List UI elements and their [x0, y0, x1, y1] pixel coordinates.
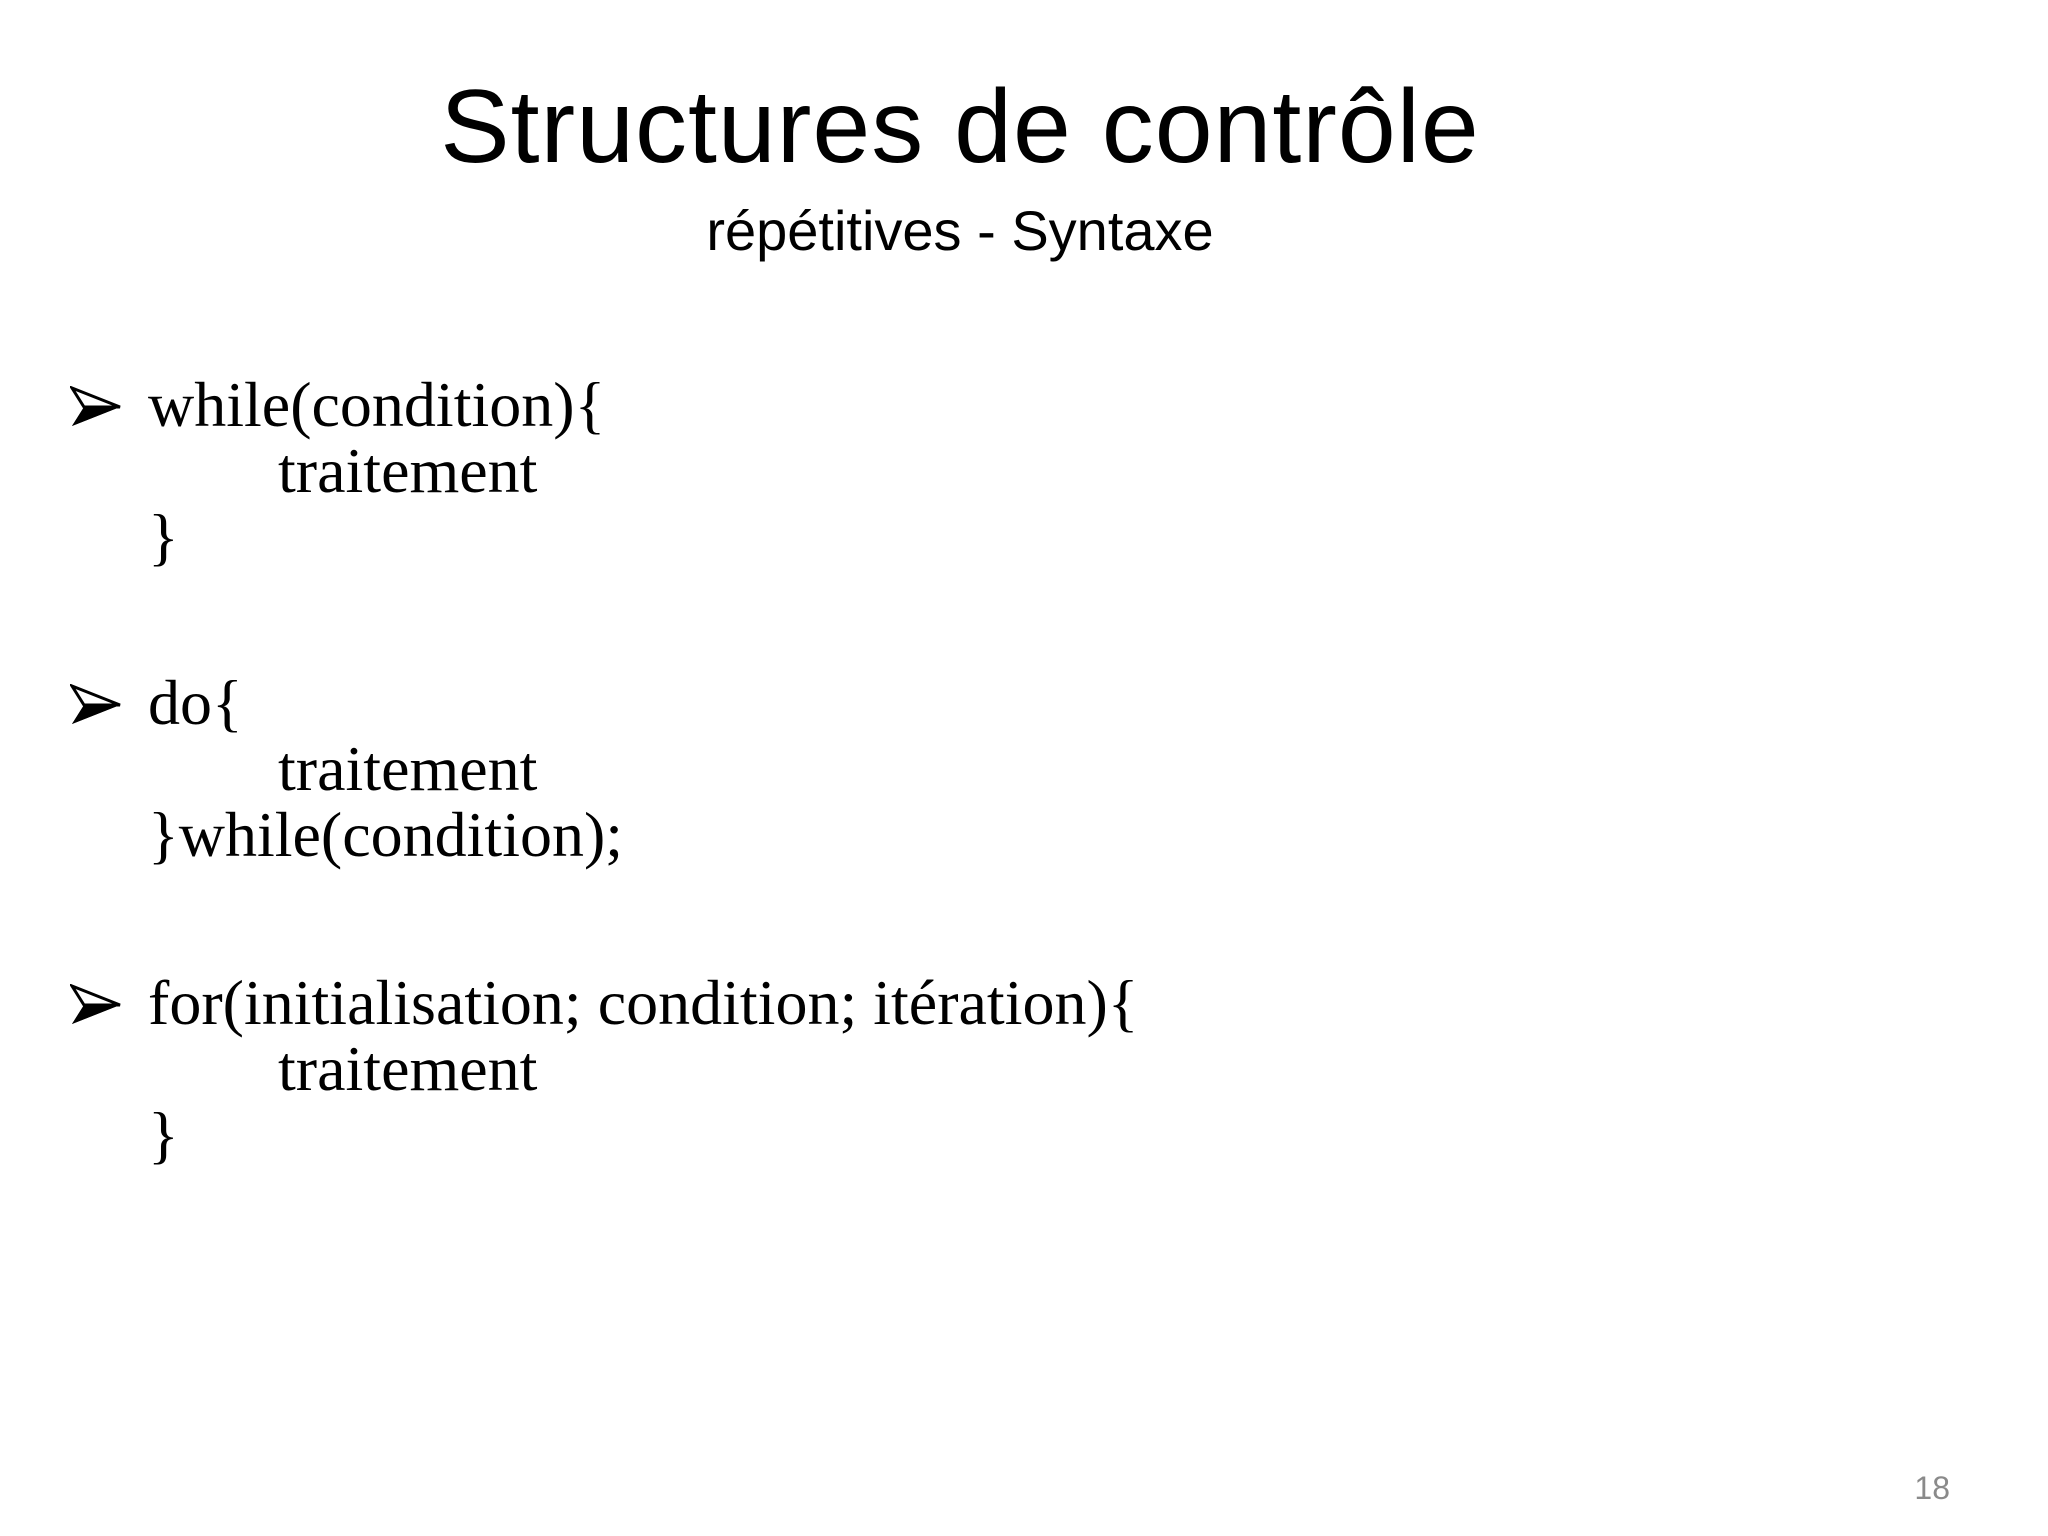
code-block	[148, 967, 1139, 1170]
code-line: traitement	[278, 1033, 538, 1104]
slide-subtitle: répétitives - Syntaxe	[706, 199, 1214, 262]
code-line: }	[148, 501, 179, 572]
code-line: while(condition){	[148, 369, 606, 440]
code-line: traitement	[278, 435, 538, 506]
code-line: do{	[148, 667, 243, 738]
arrowhead-bullet-icon	[70, 386, 122, 428]
code-block	[148, 667, 624, 870]
code-line: }	[148, 1099, 179, 1170]
code-line: for(initialisation; condition; itération){	[148, 967, 1139, 1038]
slide-title: Structures de contrôle	[440, 69, 1480, 185]
code-line: }while(condition);	[148, 799, 624, 870]
arrowhead-bullet-icon	[70, 984, 122, 1026]
page-number: 18	[1914, 1470, 1950, 1506]
code-block	[148, 369, 606, 572]
code-line: traitement	[278, 733, 538, 804]
arrowhead-bullet-icon	[70, 684, 122, 726]
